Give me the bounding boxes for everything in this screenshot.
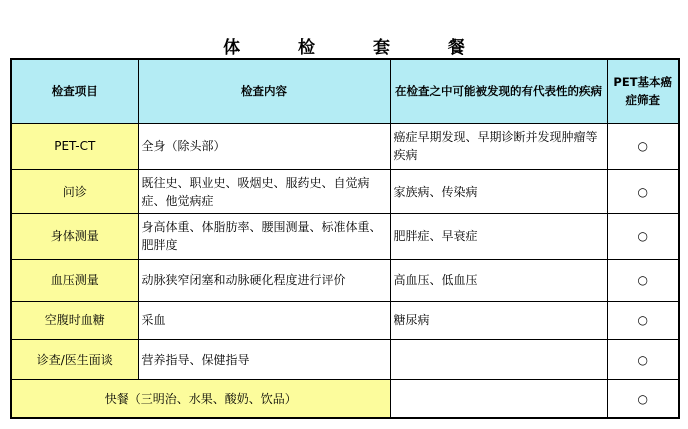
row-disease — [390, 340, 607, 380]
table-row — [11, 301, 679, 339]
row-item: 身体测量 — [11, 214, 138, 259]
title-char: 餐 — [447, 38, 465, 58]
row-pet: ○ — [607, 340, 679, 380]
row-disease: 高血压、低血压 — [390, 259, 607, 301]
header-item: 检查项目 — [11, 59, 138, 123]
row-item: PET-CT — [11, 123, 138, 169]
header-disease: 在检查之中可能被发现的有代表性的疾病 — [390, 59, 607, 123]
title-char: 检 — [298, 38, 316, 58]
table-row — [11, 214, 679, 259]
row-item: 血压测量 — [11, 259, 138, 301]
table-row — [11, 123, 679, 169]
final-row-disease — [390, 380, 607, 418]
row-pet: ○ — [607, 170, 679, 214]
final-row-label: 快餐（三明治、水果、酸奶、饮品） — [11, 380, 390, 418]
row-pet: ○ — [607, 214, 679, 259]
table-row — [11, 170, 679, 214]
row-content: 全身（除头部） — [138, 123, 390, 169]
row-content: 既往史、职业史、吸烟史、服药史、自觉病症、他觉病症 — [138, 170, 390, 214]
header-pet: PET基本癌症筛查 — [607, 59, 679, 123]
row-item: 诊查/医生面谈 — [11, 340, 138, 380]
row-disease: 糖尿病 — [390, 301, 607, 339]
header-content: 检查内容 — [138, 59, 390, 123]
final-row-pet: ○ — [607, 380, 679, 418]
row-disease: 家族病、传染病 — [390, 170, 607, 214]
table-row — [11, 340, 679, 380]
row-content: 动脉狭窄闭塞和动脉硬化程度进行评价 — [138, 259, 390, 301]
title-char: 套 — [372, 38, 390, 58]
row-disease: 癌症早期发现、早期诊断并发现肿瘤等疾病 — [390, 123, 607, 169]
row-item: 空腹时血糖 — [11, 301, 138, 339]
table-row-final — [11, 380, 679, 418]
row-pet: ○ — [607, 259, 679, 301]
row-pet: ○ — [607, 123, 679, 169]
row-disease: 肥胖症、早衰症 — [390, 214, 607, 259]
row-pet: ○ — [607, 301, 679, 339]
row-content: 营养指导、保健指导 — [138, 340, 390, 380]
row-content: 身高体重、体脂肪率、腰围测量、标准体重、肥胖度 — [138, 214, 390, 259]
table-row — [11, 259, 679, 301]
row-item: 问诊 — [11, 170, 138, 214]
row-content: 采血 — [138, 301, 390, 339]
title-char: 体 — [223, 38, 241, 58]
page-title — [0, 33, 688, 58]
checkup-table — [10, 58, 680, 419]
table-header-row — [11, 59, 679, 123]
